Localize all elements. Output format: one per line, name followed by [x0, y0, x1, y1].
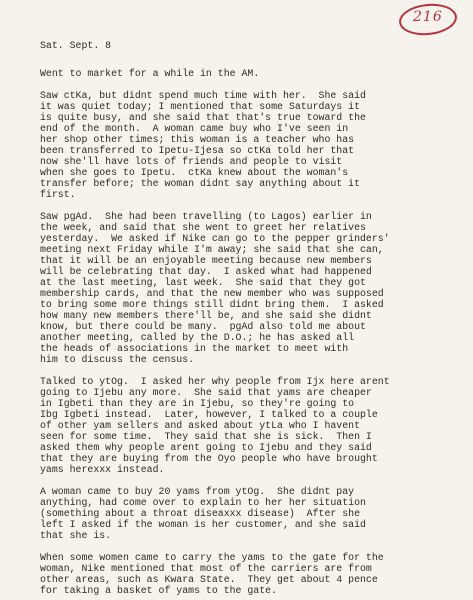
text-line: will be celebrating that day. I asked what had happened	[40, 266, 372, 277]
text-line: is quite busy, and she said that that's true toward the	[40, 112, 366, 123]
text-line: Talked to ytOg. I asked her why people from Ijx here arent	[40, 376, 390, 387]
text-line: seen for some time. They said that she is sick. Then I	[40, 431, 372, 442]
text-line: that she is.	[40, 530, 112, 541]
text-line: left I asked if the woman is her customer, and she said	[40, 519, 366, 530]
text-line: her shop other times; this woman is a teacher who has	[40, 134, 355, 145]
text-line: meeting next Friday while I'm away; she said that she can,	[40, 244, 384, 255]
date-heading: Sat. Sept. 8	[40, 40, 112, 51]
paragraph	[40, 486, 470, 541]
paragraph	[40, 90, 470, 200]
page-number: 216	[413, 9, 443, 25]
text-line: at the last meeting, last week. She said that they got	[40, 277, 366, 288]
text-line: woman, Nike mentioned that most of the carriers are from	[40, 563, 372, 574]
text-line: to bring some more things still didnt bring them. I asked	[40, 299, 384, 310]
text-line: that they are buying from the Oyo people who have brought	[40, 453, 378, 464]
text-line: asked them why people arent going to Ijebu and they said	[40, 442, 372, 453]
text-line: transfer before; the woman didnt say anything about it	[40, 178, 361, 189]
text-line: going to Ijebu any more. She said that yams are cheaper	[40, 387, 372, 398]
text-line: now she'll have lots of friends and people to visit	[40, 156, 343, 167]
text-line: know, but there could be many. pgAd also told me about	[40, 321, 366, 332]
text-line: A woman came to buy 20 yams from ytOg. She didnt pay	[40, 486, 355, 497]
text-line: for taking a basket of yams to the gate.	[40, 585, 278, 596]
text-line: yesterday. We asked if Nike can go to the pepper grinders'	[40, 233, 390, 244]
text-line: another meeting, called by the D.O.; he has asked all	[40, 332, 355, 343]
text-line: end of the month. A woman came buy who I've seen in	[40, 123, 349, 134]
text-line: (something about a throat diseaxxx disease) After she	[40, 508, 361, 519]
paragraphs	[40, 57, 470, 596]
text-line: the heads of associations in the market to meet with	[40, 343, 349, 354]
text-line: of other yam sellers and asked about ytLa who I havent	[40, 420, 361, 431]
paragraph	[40, 211, 470, 365]
text-line: yams herexxx instead.	[40, 464, 165, 475]
text-line: the week, and said that she went to greet her relatives	[40, 222, 366, 233]
text-line: it was quiet today; I mentioned that some Saturdays it	[40, 101, 361, 112]
text-line: when she goes to Ipetu. ctKa knew about the woman's	[40, 167, 349, 178]
text-line: Saw pgAd. She had been travelling (to Lagos) earlier in	[40, 211, 372, 222]
text-line: him to discuss the census.	[40, 354, 195, 365]
text-line: other areas, such as Kwara State. They get about 4 pence	[40, 574, 378, 585]
text-line: Went to market for a while in the AM.	[40, 68, 260, 79]
text-line: in Igbeti than they are in Ijebu, so they're going to	[40, 398, 355, 409]
text-line: Ibg Igbeti instead. Later, however, I talked to a couple	[40, 409, 378, 420]
text-line: first.	[40, 189, 76, 200]
field-notes-text	[40, 40, 470, 596]
text-line: how many new members there'll be, and she said she didnt	[40, 310, 372, 321]
text-line: anything, had come over to explain to her her situation	[40, 497, 366, 508]
paragraph	[40, 68, 470, 79]
paragraph	[40, 552, 470, 596]
text-line: Saw ctKa, but didnt spend much time with her. She said	[40, 90, 366, 101]
text-line: that it will be an enjoyable meeting because new members	[40, 255, 372, 266]
text-line: membership cards, and that the new member who was supposed	[40, 288, 384, 299]
text-line: When some women came to carry the yams to the gate for the	[40, 552, 384, 563]
paragraph	[40, 376, 470, 475]
text-line: been transferred to Ipetu-Ijesa so ctKa told her that	[40, 145, 355, 156]
